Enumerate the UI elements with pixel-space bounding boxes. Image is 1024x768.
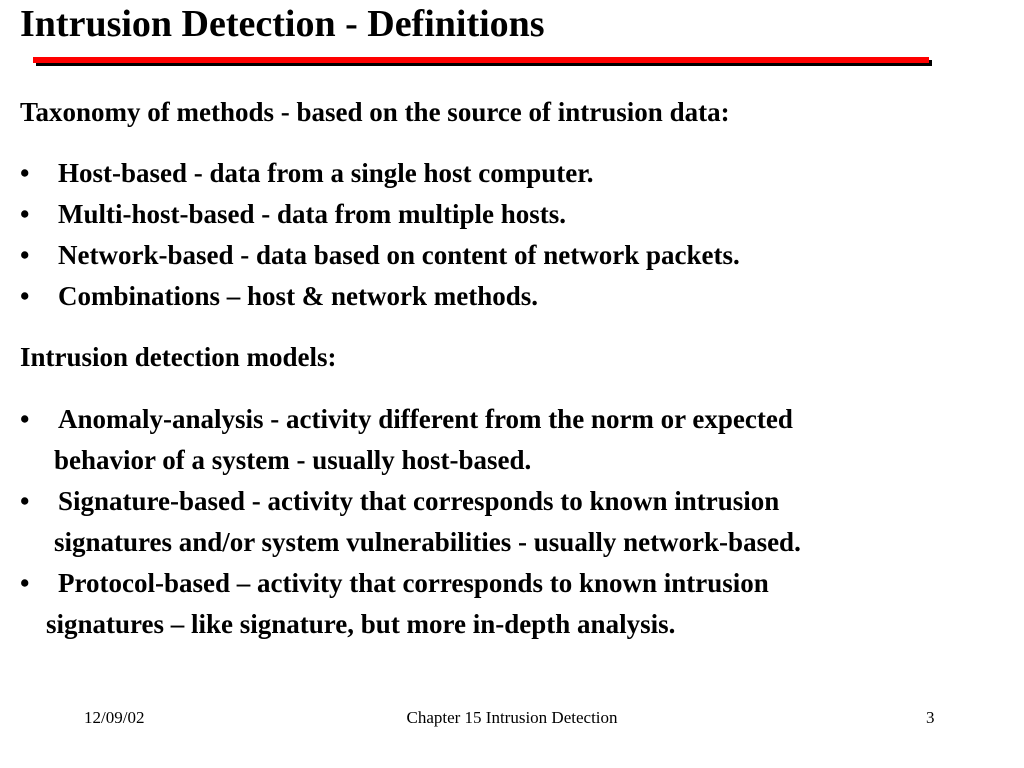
taxonomy-item-network-based: Network-based - data based on content of network packets. bbox=[58, 240, 740, 270]
list-item bbox=[20, 235, 740, 276]
taxonomy-item-multi-host-based: Multi-host-based - data from multiple hosts. bbox=[58, 199, 567, 229]
list-item bbox=[20, 563, 801, 645]
model-anomaly-line2: behavior of a system - usually host-based. bbox=[54, 445, 532, 475]
taxonomy-item-combinations: Combinations – host & network methods. bbox=[58, 281, 539, 311]
model-protocol-line2: signatures – like signature, but more in-depth analysis. bbox=[46, 609, 676, 639]
list-item bbox=[20, 481, 801, 563]
taxonomy-list bbox=[20, 153, 740, 317]
model-protocol-line1: Protocol-based – activity that corresponds to known intrusion bbox=[58, 568, 769, 598]
bullet-icon: • bbox=[20, 568, 30, 598]
slide-title: Intrusion Detection - Definitions bbox=[20, 3, 545, 45]
model-anomaly-line1: Anomaly-analysis - activity different from the norm or expected bbox=[58, 404, 793, 434]
bullet-icon: • bbox=[20, 281, 30, 311]
bullet-icon: • bbox=[20, 158, 30, 188]
taxonomy-heading: Taxonomy of methods - based on the source of intrusion data: bbox=[20, 97, 730, 127]
bullet-icon: • bbox=[20, 486, 30, 516]
bullet-icon: • bbox=[20, 240, 30, 270]
footer-chapter: Chapter 15 Intrusion Detection bbox=[406, 708, 618, 727]
list-item bbox=[20, 153, 740, 194]
title-underline-rule bbox=[33, 57, 929, 63]
list-item bbox=[20, 194, 740, 235]
list-item bbox=[20, 399, 801, 481]
taxonomy-item-host-based: Host-based - data from a single host computer. bbox=[58, 158, 594, 188]
footer-page-number: 3 bbox=[926, 708, 935, 727]
model-signature-line1: Signature-based - activity that corresponds to known intrusion bbox=[58, 486, 780, 516]
footer-date: 12/09/02 bbox=[84, 708, 145, 727]
bullet-icon: • bbox=[20, 199, 30, 229]
bullet-icon: • bbox=[20, 404, 30, 434]
list-item bbox=[20, 276, 740, 317]
model-signature-line2: signatures and/or system vulnerabilities - usually network-based. bbox=[54, 527, 801, 557]
models-heading: Intrusion detection models: bbox=[20, 342, 337, 372]
models-list bbox=[20, 399, 801, 645]
